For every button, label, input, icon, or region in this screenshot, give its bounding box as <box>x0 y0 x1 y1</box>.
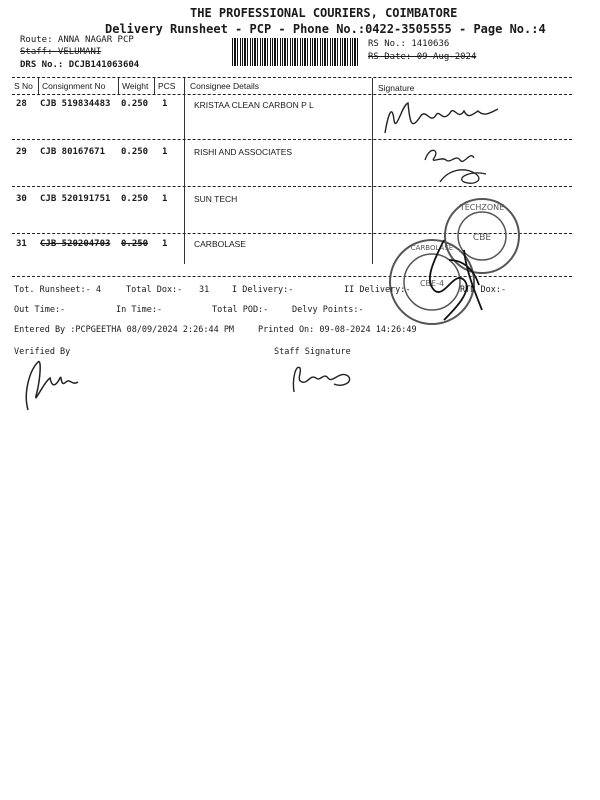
company-title: THE PROFESSIONAL COURIERS, COIMBATORE <box>190 6 458 20</box>
rs-number: RS No.: 1410636 <box>368 39 450 49</box>
row-pcs: 1 <box>162 194 168 204</box>
row-consignee: CARBOLASE <box>194 239 246 249</box>
row-sno: 31 <box>16 239 27 249</box>
signature-row-29 <box>420 140 500 188</box>
out-time: Out Time:- <box>14 305 66 315</box>
signature-row-28 <box>380 95 520 140</box>
svg-text:CBE-4: CBE-4 <box>419 279 445 288</box>
row-sno: 28 <box>16 99 27 109</box>
row-pcs: 1 <box>162 99 168 109</box>
header-top-rule <box>12 77 572 78</box>
total-dox-label: Total Dox:- <box>126 285 183 295</box>
runsheet-subtitle: Delivery Runsheet - PCP - Phone No.:0422-3505555 - Page No.:4 <box>105 22 546 36</box>
row-consignment: CJB 80167671 <box>40 147 106 157</box>
row-weight: 0.250 <box>121 147 149 157</box>
col-divider <box>184 78 185 264</box>
row-pcs: 1 <box>162 147 168 157</box>
row-pcs: 1 <box>162 239 168 249</box>
col-sno: S No <box>14 81 33 91</box>
ii-delivery: II Delivery:- <box>344 285 411 295</box>
rs-date: RS Date: 09-Aug-2024 <box>368 52 477 62</box>
svg-text:CBE: CBE <box>472 233 492 243</box>
total-pod: Total POD:- <box>212 305 269 315</box>
col-consignment: Consignment No <box>42 81 106 91</box>
row-weight: 0.250 <box>121 239 149 249</box>
staff-signature-label: Staff Signature <box>274 347 351 357</box>
row-consignee: RISHI AND ASSOCIATES <box>194 147 293 157</box>
signature-row-31 <box>404 230 494 330</box>
col-weight: Weight <box>122 81 149 91</box>
i-delivery: I Delivery:- <box>232 285 294 295</box>
tot-runsheet: Tot. Runsheet:- 4 <box>14 285 101 295</box>
rtn-dox: RTN Dox:- <box>460 285 507 295</box>
printed-on: Printed On: 09-08-2024 14:26:49 <box>258 325 417 335</box>
row-consignee: KRISTAA CLEAN CARBON P L <box>194 100 314 110</box>
barcode <box>232 38 360 66</box>
verifier-signature <box>8 352 88 414</box>
col-divider <box>154 78 155 94</box>
col-signature: Signature <box>378 83 415 93</box>
row-sno: 30 <box>16 194 27 204</box>
route-label: Route: ANNA NAGAR PCP <box>20 35 134 45</box>
drs-number: DRS No.: DCJB141063604 <box>20 60 140 70</box>
row-weight: 0.250 <box>121 99 149 109</box>
row-consignment: CJB 519834483 <box>40 99 111 109</box>
delvy-points: Delvy Points:- <box>292 305 364 315</box>
row-consignee: SUN TECH <box>194 194 238 204</box>
entered-by: Entered By :PCPGEETHA 08/09/2024 2:26:44 PM <box>14 325 235 335</box>
col-divider <box>118 78 119 94</box>
total-dox-value: 31 <box>199 285 210 295</box>
col-divider <box>372 78 373 264</box>
row-consignment: CJB 520191751 <box>40 194 111 204</box>
row-consignment: CJB 520204703 <box>40 239 111 249</box>
row-sno: 29 <box>16 147 27 157</box>
in-time: In Time:- <box>116 305 163 315</box>
svg-text:CARBOLASE: CARBOLASE <box>410 244 454 252</box>
col-pcs: PCS <box>158 81 176 91</box>
staff-signature <box>282 356 362 396</box>
svg-text:TECHZONE: TECHZONE <box>459 203 505 212</box>
col-divider <box>38 78 39 94</box>
col-consignee: Consignee Details <box>190 81 259 91</box>
row-weight: 0.250 <box>121 194 149 204</box>
verified-by-label: Verified By <box>14 347 71 357</box>
staff-label: Staff: VELUMANI <box>20 47 102 57</box>
